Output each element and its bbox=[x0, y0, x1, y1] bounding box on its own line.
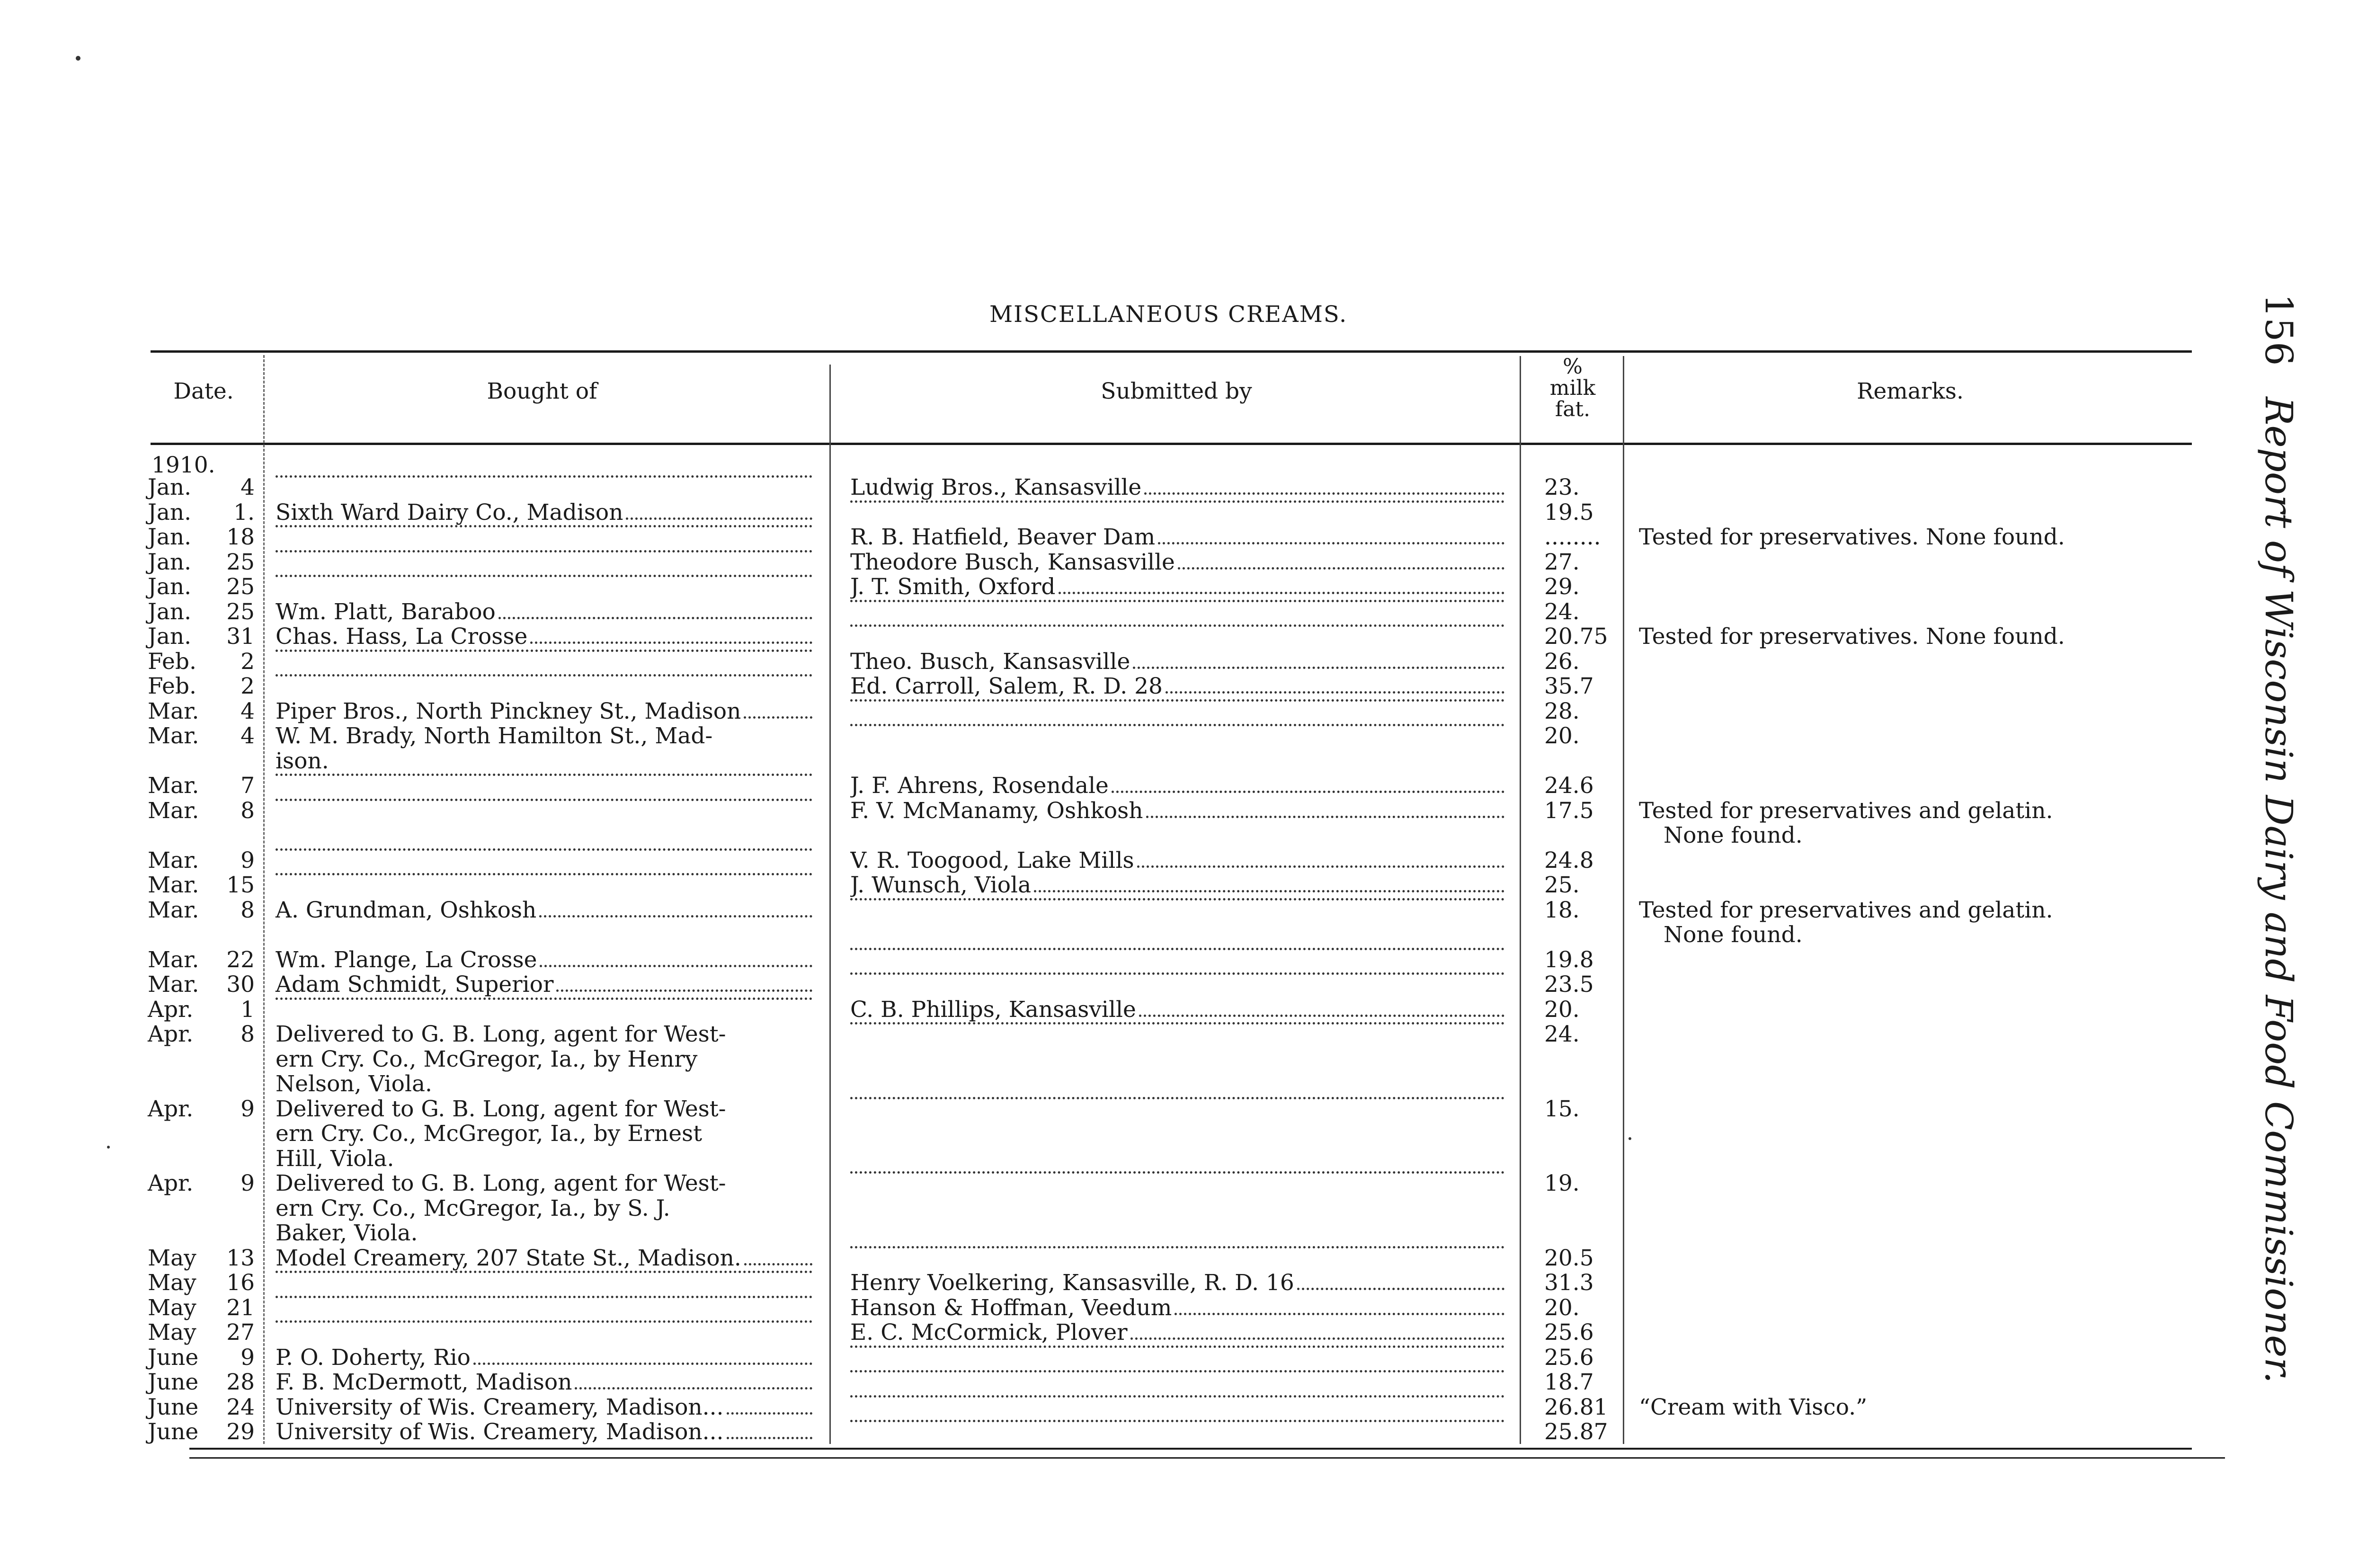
cell-month: June bbox=[148, 1344, 199, 1371]
table-row bbox=[0, 575, 2367, 600]
table-bottom-rule-thin bbox=[189, 1457, 2225, 1459]
dot-leader bbox=[540, 965, 812, 967]
cell-month: May bbox=[148, 1245, 196, 1271]
dot-leader bbox=[1175, 1313, 1504, 1315]
table-row bbox=[0, 1171, 2367, 1246]
dot-leader bbox=[276, 998, 812, 1000]
cell-fat: 25.6 bbox=[1544, 1319, 1594, 1345]
cell-bought-of bbox=[276, 500, 815, 526]
table-row bbox=[0, 873, 2367, 898]
cell-day: 7 bbox=[240, 773, 255, 799]
cell-month: Jan. bbox=[148, 549, 192, 575]
dot-leader bbox=[1139, 1015, 1504, 1017]
bought-of-text: Chas. Hass, La Crosse bbox=[276, 624, 528, 650]
submitted-by-text: J. Wunsch, Viola bbox=[850, 873, 1032, 898]
cell-bought-of bbox=[276, 1395, 815, 1420]
dot-leader bbox=[850, 1171, 1504, 1174]
dot-leader bbox=[276, 1296, 812, 1298]
bought-of-text: Sixth Ward Dairy Co., Madison bbox=[276, 499, 623, 526]
dot-leader bbox=[1178, 567, 1504, 570]
dot-leader bbox=[276, 550, 812, 552]
col-header-fat bbox=[1525, 356, 1620, 420]
cell-fat: 31.3 bbox=[1544, 1270, 1594, 1296]
cell-bought-of bbox=[276, 1420, 815, 1445]
cell-submitted-by bbox=[850, 774, 1507, 799]
dot-leader bbox=[850, 624, 1504, 627]
cell-fat: 27. bbox=[1544, 549, 1580, 575]
cell-bought-of bbox=[276, 575, 815, 582]
cell-remarks bbox=[1639, 525, 2183, 550]
cell-day: 9 bbox=[240, 1344, 255, 1371]
remarks-text: Tested for preservatives. None found. bbox=[1639, 524, 2065, 550]
cell-day: 9 bbox=[240, 847, 255, 873]
remarks-text-continued: None found. bbox=[1664, 822, 1803, 848]
running-head bbox=[2197, 294, 2301, 1382]
cell-fat: 18.7 bbox=[1544, 1369, 1594, 1395]
table-row bbox=[0, 699, 2367, 724]
cell-bought-of bbox=[276, 525, 815, 532]
cell-fat: 19. bbox=[1544, 1170, 1580, 1196]
dot-leader bbox=[626, 517, 812, 520]
cell-bought-of bbox=[276, 1345, 815, 1371]
submitted-by-text: R. B. Hatfield, Beaver Dam bbox=[850, 525, 1156, 550]
cell-day: 4 bbox=[240, 698, 255, 724]
table-row bbox=[0, 724, 2367, 774]
remarks-text: Tested for preservatives. None found. bbox=[1639, 624, 2065, 650]
cell-bought-of bbox=[276, 898, 815, 923]
dot-leader bbox=[539, 915, 812, 918]
cell-submitted-by bbox=[850, 898, 1507, 905]
submitted-by-text: F. V. McManamy, Oshkosh bbox=[850, 798, 1143, 823]
cell-bought-of bbox=[276, 1296, 815, 1303]
cell-fat: 23. bbox=[1544, 474, 1580, 500]
cell-month: Mar. bbox=[148, 698, 199, 724]
cell-day: 15 bbox=[226, 872, 255, 898]
bought-of-text: A. Grundman, Oshkosh bbox=[276, 897, 537, 923]
dot-leader bbox=[850, 724, 1504, 726]
cell-day: 24 bbox=[226, 1394, 255, 1420]
cell-month: Mar. bbox=[148, 773, 199, 799]
cell-month: Mar. bbox=[148, 897, 199, 923]
cell-day: 29 bbox=[226, 1419, 255, 1445]
dot-leader bbox=[473, 1363, 812, 1365]
cell-bought-of bbox=[276, 1097, 815, 1172]
cell-month: Feb. bbox=[148, 673, 196, 699]
submitted-by-text: Henry Voelkering, Kansasville, R. D. 16 bbox=[850, 1271, 1294, 1296]
table-row bbox=[0, 600, 2367, 625]
cell-submitted-by bbox=[850, 475, 1507, 500]
remarks-text: “Cream with Visco.” bbox=[1639, 1394, 1868, 1420]
cell-fat: 24.6 bbox=[1544, 773, 1594, 799]
cell-month: Jan. bbox=[148, 624, 192, 650]
cell-submitted-by bbox=[850, 873, 1507, 898]
table-row bbox=[0, 972, 2367, 998]
dot-leader bbox=[276, 525, 812, 527]
cell-month: Mar. bbox=[148, 971, 199, 998]
table-row bbox=[0, 1420, 2367, 1445]
fat-header-milk: milk bbox=[1549, 376, 1596, 400]
cell-month: Apr. bbox=[148, 1170, 194, 1196]
cell-bought-of bbox=[276, 674, 815, 681]
cell-month: Apr. bbox=[148, 1096, 194, 1122]
submitted-by-text: Ed. Carroll, Salem, R. D. 28 bbox=[850, 674, 1163, 699]
cell-month: Jan. bbox=[148, 598, 192, 625]
cell-bought-of bbox=[276, 799, 815, 806]
table-row bbox=[0, 848, 2367, 873]
cell-fat: 29. bbox=[1544, 574, 1580, 600]
table-row bbox=[0, 1097, 2367, 1172]
cell-submitted-by bbox=[850, 1022, 1507, 1029]
dot-leader bbox=[1144, 492, 1504, 495]
cell-day: 16 bbox=[226, 1270, 255, 1296]
dot-leader bbox=[744, 716, 812, 719]
cell-day: 1. bbox=[233, 499, 255, 526]
submitted-by-text: Hanson & Hoffman, Veedum bbox=[850, 1295, 1172, 1320]
cell-month: Feb. bbox=[148, 648, 196, 675]
dot-leader bbox=[744, 1263, 812, 1265]
cell-submitted-by bbox=[850, 1320, 1507, 1345]
remarks-text: Tested for preservatives and gelatin. bbox=[1639, 797, 2053, 824]
dot-leader bbox=[276, 873, 812, 875]
table-bottom-rule bbox=[189, 1448, 2192, 1450]
cell-fat: 25. bbox=[1544, 872, 1580, 898]
dot-leader bbox=[276, 575, 812, 577]
cell-remarks bbox=[1639, 1395, 2183, 1420]
cell-submitted-by bbox=[850, 998, 1507, 1023]
bought-of-text: Adam Schmidt, Superior bbox=[276, 971, 554, 998]
cell-month: Mar. bbox=[148, 723, 199, 749]
cell-fat: 28. bbox=[1544, 698, 1580, 724]
cell-bought-of bbox=[276, 848, 815, 855]
bought-of-text: Wm. Platt, Baraboo bbox=[276, 598, 496, 625]
table-top-rule bbox=[151, 350, 2192, 353]
cell-bought-of bbox=[276, 1271, 815, 1278]
dot-leader bbox=[556, 989, 812, 992]
cell-submitted-by bbox=[850, 550, 1507, 575]
dot-leader bbox=[276, 799, 812, 801]
cell-month: May bbox=[148, 1319, 196, 1345]
table-row bbox=[0, 525, 2367, 550]
cell-month: Jan. bbox=[148, 499, 192, 526]
submitted-by-text: E. C. McCormick, Plover bbox=[850, 1320, 1128, 1345]
page-number: 156 bbox=[2257, 294, 2301, 366]
cell-day: 22 bbox=[226, 946, 255, 973]
cell-day: 21 bbox=[226, 1294, 255, 1321]
cell-bought-of bbox=[276, 650, 815, 657]
submitted-by-text: Theodore Busch, Kansasville bbox=[850, 550, 1175, 575]
table-row bbox=[0, 475, 2367, 500]
table-row bbox=[0, 500, 2367, 526]
dot-leader bbox=[530, 641, 812, 644]
cell-month: Jan. bbox=[148, 524, 192, 550]
cell-month: June bbox=[148, 1369, 199, 1395]
cell-submitted-by bbox=[850, 972, 1507, 980]
cell-month: Mar. bbox=[148, 946, 199, 973]
table-row bbox=[0, 674, 2367, 699]
cell-submitted-by bbox=[850, 1097, 1507, 1104]
submitted-by-text: V. R. Toogood, Lake Mills bbox=[850, 848, 1134, 873]
dot-leader bbox=[850, 1370, 1504, 1372]
cell-day: 25 bbox=[226, 598, 255, 625]
dot-leader bbox=[1034, 890, 1504, 892]
cell-fat: 20.75 bbox=[1544, 624, 1608, 650]
cell-submitted-by bbox=[850, 624, 1507, 632]
bought-of-text: University of Wis. Creamery, Madison... bbox=[276, 1394, 724, 1420]
cell-submitted-by bbox=[850, 1370, 1507, 1377]
cell-fat: 24.8 bbox=[1544, 847, 1594, 873]
dot-leader bbox=[850, 972, 1504, 975]
cell-fat: 23.5 bbox=[1544, 971, 1594, 998]
bought-of-text: P. O. Doherty, Rio bbox=[276, 1344, 471, 1371]
cell-bought-of bbox=[276, 1320, 815, 1327]
table-row bbox=[0, 1345, 2367, 1371]
cell-submitted-by bbox=[850, 1420, 1507, 1427]
cell-day: 28 bbox=[226, 1369, 255, 1395]
cell-submitted-by bbox=[850, 1246, 1507, 1253]
table-row bbox=[0, 1395, 2367, 1420]
cell-fat: 26. bbox=[1544, 648, 1580, 675]
dot-leader bbox=[727, 1437, 813, 1439]
bought-of-text: Piper Bros., North Pinckney St., Madison bbox=[276, 698, 741, 724]
cell-day: 8 bbox=[240, 797, 255, 824]
cell-submitted-by bbox=[850, 1395, 1507, 1402]
cell-fat: ........ bbox=[1544, 524, 1601, 550]
dot-leader bbox=[1166, 691, 1504, 694]
cell-submitted-by bbox=[850, 1345, 1507, 1353]
dot-leader bbox=[850, 600, 1504, 602]
cell-day: 4 bbox=[240, 723, 255, 749]
submitted-by-text: Theo. Busch, Kansasville bbox=[850, 649, 1130, 674]
cell-fat: 17.5 bbox=[1544, 797, 1594, 824]
cell-fat: 24. bbox=[1544, 598, 1580, 625]
dot-leader bbox=[850, 699, 1504, 702]
bought-of-text: University of Wis. Creamery, Madison... bbox=[276, 1419, 724, 1445]
dot-leader bbox=[850, 1420, 1504, 1422]
dot-leader bbox=[276, 650, 812, 652]
cell-submitted-by bbox=[850, 1271, 1507, 1296]
cell-day: 2 bbox=[240, 673, 255, 699]
cell-day: 9 bbox=[240, 1170, 255, 1196]
table-body bbox=[0, 475, 2367, 1445]
cell-bought-of bbox=[276, 550, 815, 557]
table-row bbox=[0, 774, 2367, 799]
remarks-text: Tested for preservatives and gelatin. bbox=[1639, 897, 2053, 923]
remarks-text-continued: None found. bbox=[1664, 922, 1803, 948]
dot-leader bbox=[850, 1022, 1504, 1025]
bought-of-text: Wm. Plange, La Crosse bbox=[276, 946, 537, 973]
cell-fat: 35.7 bbox=[1544, 673, 1594, 699]
cell-day: 25 bbox=[226, 574, 255, 600]
cell-month: Mar. bbox=[148, 847, 199, 873]
dot-leader bbox=[1297, 1288, 1504, 1290]
cell-month: June bbox=[148, 1394, 199, 1420]
dot-leader bbox=[850, 1246, 1504, 1248]
cell-month: Apr. bbox=[148, 996, 194, 1023]
dot-leader bbox=[498, 617, 812, 619]
cell-submitted-by bbox=[850, 1171, 1507, 1178]
cell-submitted-by bbox=[850, 525, 1507, 550]
col-header-submitted-by: Submitted by bbox=[1101, 378, 1252, 404]
cell-month: Jan. bbox=[148, 474, 192, 500]
table-row bbox=[0, 1320, 2367, 1345]
dot-leader bbox=[276, 774, 812, 776]
dot-leader bbox=[276, 1271, 812, 1273]
cell-remarks bbox=[1639, 898, 2183, 948]
cell-day: 1 bbox=[240, 996, 255, 1023]
table-row bbox=[0, 1022, 2367, 1097]
cell-submitted-by bbox=[850, 724, 1507, 731]
cell-bought-of bbox=[276, 475, 815, 482]
fat-header-fat: fat. bbox=[1555, 397, 1591, 421]
scan-speck bbox=[107, 1146, 110, 1149]
cell-month: Jan. bbox=[148, 574, 192, 600]
table-row bbox=[0, 1246, 2367, 1271]
cell-fat: 20. bbox=[1544, 996, 1580, 1023]
dot-leader bbox=[276, 1320, 812, 1323]
bought-of-text: Model Creamery, 207 State St., Madison. bbox=[276, 1245, 741, 1271]
cell-bought-of bbox=[276, 1022, 815, 1097]
table-row bbox=[0, 1296, 2367, 1321]
cell-fat: 25.6 bbox=[1544, 1344, 1594, 1371]
cell-month: May bbox=[148, 1294, 196, 1321]
header-bottom-rule bbox=[151, 443, 2192, 445]
cell-bought-of bbox=[276, 972, 815, 998]
dot-leader bbox=[850, 898, 1504, 900]
dot-leader bbox=[1133, 667, 1504, 669]
cell-submitted-by bbox=[850, 500, 1507, 508]
cell-month: Mar. bbox=[148, 797, 199, 824]
cell-bought-of bbox=[276, 948, 815, 973]
cell-fat: 19.5 bbox=[1544, 499, 1594, 526]
table-row bbox=[0, 1271, 2367, 1296]
bought-of-text: F. B. McDermott, Madison bbox=[276, 1369, 572, 1395]
submitted-by-text: C. B. Phillips, Kansasville bbox=[850, 997, 1136, 1022]
dot-leader bbox=[850, 500, 1504, 503]
cell-remarks bbox=[1639, 799, 2183, 848]
cell-day: 25 bbox=[226, 549, 255, 575]
cell-day: 18 bbox=[226, 524, 255, 550]
cell-submitted-by bbox=[850, 674, 1507, 699]
cell-bought-of bbox=[276, 774, 815, 781]
bought-of-text: W. M. Brady, North Hamilton St., Mad- ison. bbox=[276, 723, 713, 774]
dot-leader bbox=[276, 848, 812, 851]
cell-day: 4 bbox=[240, 474, 255, 500]
submitted-by-text: J. F. Ahrens, Rosendale bbox=[850, 774, 1109, 799]
cell-fat: 15. bbox=[1544, 1096, 1580, 1122]
table-row bbox=[0, 948, 2367, 973]
cell-day: 8 bbox=[240, 897, 255, 923]
cell-bought-of bbox=[276, 873, 815, 880]
bought-of-text: Delivered to G. B. Long, agent for West- ern Cry. Co., McGregor, Ia., by S. J. Baker, Viola. bbox=[276, 1170, 726, 1246]
cell-fat: 26.81 bbox=[1544, 1394, 1608, 1420]
running-title: Report of Wisconsin Dairy and Food Commissioner. bbox=[2257, 397, 2301, 1384]
dot-leader bbox=[850, 1395, 1504, 1398]
dot-leader bbox=[850, 1097, 1504, 1099]
cell-submitted-by bbox=[850, 650, 1507, 675]
cell-day: 13 bbox=[226, 1245, 255, 1271]
dot-leader bbox=[276, 674, 812, 677]
cell-month: Mar. bbox=[148, 872, 199, 898]
submitted-by-text: Ludwig Bros., Kansasville bbox=[850, 475, 1142, 500]
cell-month: May bbox=[148, 1270, 196, 1296]
dot-leader bbox=[727, 1412, 813, 1415]
submitted-by-text: J. T. Smith, Oxford bbox=[850, 575, 1056, 600]
dot-leader bbox=[1158, 542, 1504, 544]
cell-month: Apr. bbox=[148, 1021, 194, 1047]
cell-day: 8 bbox=[240, 1021, 255, 1047]
cell-day: 2 bbox=[240, 648, 255, 675]
cell-submitted-by bbox=[850, 948, 1507, 955]
cell-bought-of bbox=[276, 998, 815, 1005]
cell-bought-of bbox=[276, 624, 815, 650]
cell-submitted-by bbox=[850, 848, 1507, 873]
table-row bbox=[0, 799, 2367, 848]
dot-leader bbox=[575, 1387, 812, 1390]
col-header-bought-of: Bought of bbox=[487, 378, 597, 404]
fat-header-pct: % bbox=[1563, 355, 1583, 379]
year-label: 1910. bbox=[151, 452, 215, 478]
cell-submitted-by bbox=[850, 575, 1507, 600]
page-title: MISCELLANEOUS CREAMS. bbox=[989, 301, 1348, 328]
table-row bbox=[0, 650, 2367, 675]
cell-day: 9 bbox=[240, 1096, 255, 1122]
cell-day: 31 bbox=[226, 624, 255, 650]
cell-day: 27 bbox=[226, 1319, 255, 1345]
cell-fat: 20. bbox=[1544, 723, 1580, 749]
cell-bought-of bbox=[276, 600, 815, 625]
col-header-remarks: Remarks. bbox=[1857, 378, 1964, 404]
cell-bought-of bbox=[276, 1171, 815, 1246]
col-header-date: Date. bbox=[173, 378, 234, 404]
cell-fat: 20. bbox=[1544, 1294, 1580, 1321]
cell-submitted-by bbox=[850, 799, 1507, 824]
table-row bbox=[0, 624, 2367, 650]
cell-bought-of bbox=[276, 1370, 815, 1395]
cell-submitted-by bbox=[850, 600, 1507, 607]
bought-of-text: Delivered to G. B. Long, agent for West- ern Cry. Co., McGregor, Ia., by Ernest Hill, Viola. bbox=[276, 1096, 726, 1172]
cell-bought-of bbox=[276, 1246, 815, 1271]
cell-day: 30 bbox=[226, 971, 255, 998]
cell-submitted-by bbox=[850, 699, 1507, 706]
dot-leader bbox=[1146, 816, 1504, 818]
dot-leader bbox=[276, 475, 812, 478]
cell-fat: 20.5 bbox=[1544, 1245, 1594, 1271]
cell-bought-of bbox=[276, 724, 815, 774]
table-row bbox=[0, 550, 2367, 575]
cell-fat: 24. bbox=[1544, 1021, 1580, 1047]
dot-leader bbox=[1112, 791, 1504, 793]
bought-of-text: Delivered to G. B. Long, agent for West- ern Cry. Co., McGregor, Ia., by Henry Nelson, Viola. bbox=[276, 1021, 726, 1097]
cell-remarks bbox=[1639, 624, 2183, 650]
cell-fat: 18. bbox=[1544, 897, 1580, 923]
dot-leader bbox=[850, 1345, 1504, 1348]
dot-leader bbox=[850, 948, 1504, 950]
cell-month: June bbox=[148, 1419, 199, 1445]
cell-fat: 25.87 bbox=[1544, 1419, 1608, 1445]
scan-speck bbox=[76, 56, 80, 61]
cell-submitted-by bbox=[850, 1296, 1507, 1321]
scan-speck bbox=[1628, 1137, 1631, 1140]
table-row bbox=[0, 898, 2367, 948]
table-row bbox=[0, 1370, 2367, 1395]
cell-fat: 19.8 bbox=[1544, 946, 1594, 973]
dot-leader bbox=[1059, 592, 1504, 594]
table-row bbox=[0, 998, 2367, 1023]
dot-leader bbox=[1130, 1337, 1504, 1340]
cell-bought-of bbox=[276, 699, 815, 724]
dot-leader bbox=[1137, 865, 1504, 868]
